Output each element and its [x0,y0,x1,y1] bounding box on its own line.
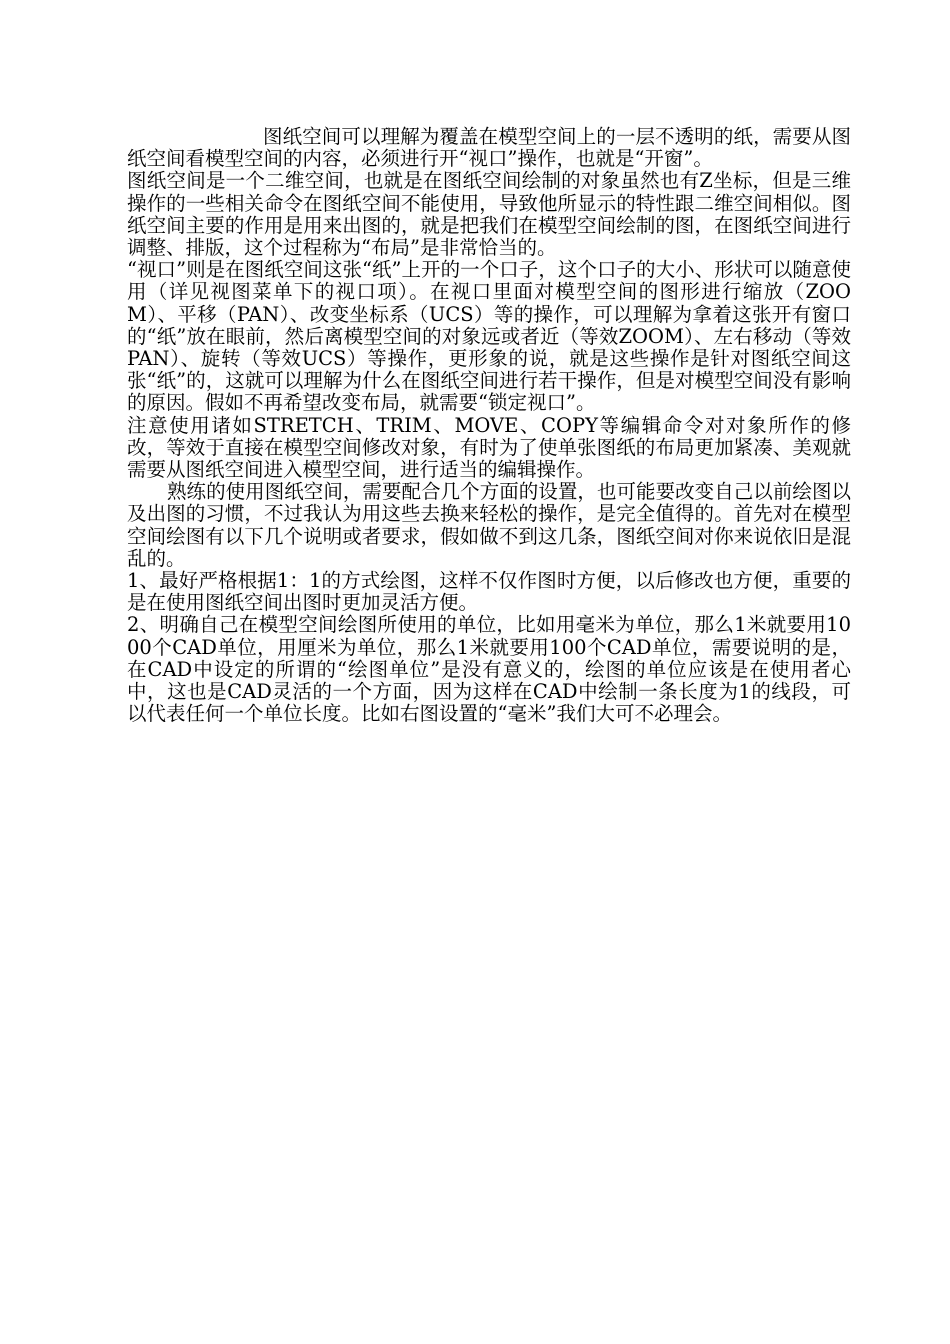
paragraph-paper-space-intro: 图纸空间可以理解为覆盖在模型空间上的一层不透明的纸，需要从图纸空间看模型空间的内容，必须进行开“视口”操作，也就是“开窗”。 [127,125,851,171]
paragraph-rule-1: 1、最好严格根据1：1的方式绘图，这样不仅作图时方便，以后修改也方便，重要的是在使用图纸空间出图时更加灵活方便。 [127,569,851,615]
paragraph-rule-2: 2、明确自己在模型空间绘图所使用的单位，比如用毫米为单位，那么1米就要用1000个CAD单位，用厘米为单位，那么1米就要用100个CAD单位，需要说明的是，在CAD中设定的所谓的“绘图单位”是没有意义的，绘图的单位应该是在使用者心中，这也是CAD灵活的一个方面，因为这样在CAD中绘制一条长度为1的线段，可以代表任何一个单位长度。比如右图设置的“毫米”我们大可不必理会。 [127,613,851,726]
paragraph-edit-commands: 注意使用诸如STRETCH、TRIM、MOVE、COPY等编辑命令对对象所作的修改，等效于直接在模型空间修改对象，有时为了使单张图纸的布局更加紧凑、美观就需要从图纸空间进入模型空间，进行适当的编辑操作。 [127,413,851,482]
paragraph-paper-space-2d: 图纸空间是一个二维空间，也就是在图纸空间绘制的对象虽然也有Z坐标，但是三维操作的一些相关命令在图纸空间不能使用，导致他所显示的特性跟二维空间相似。图纸空间主要的作用是用来出图的，就是把我们在模型空间绘制的图，在图纸空间进行调整、排版，这个过程称为“布局”是非常恰当的。 [127,169,851,260]
paragraph-proficiency: 熟练的使用图纸空间，需要配合几个方面的设置，也可能要改变自己以前绘图以及出图的习惯，不过我认为用这些去换来轻松的操作，是完全值得的。首先对在模型空间绘图有以下几个说明或者要求，假如做不到这几条，图纸空间对你来说依旧是混乱的。 [127,480,851,570]
document-body [127,126,851,725]
paragraph-viewport: “视口”则是在图纸空间这张“纸”上开的一个口子，这个口子的大小、形状可以随意使用（详见视图菜单下的视口项）。在视口里面对模型空间的图形进行缩放（ZOOM）、平移（PAN）、改变坐标系（UCS）等的操作，可以理解为拿着这张开有窗口的“纸”放在眼前，然后离模型空间的对象远或者近（等效ZOOM）、左右移动（等效PAN）、旋转（等效UCS）等操作，更形象的说，就是这些操作是针对图纸空间这张“纸”的，这就可以理解为什么在图纸空间进行若干操作，但是对模型空间没有影响的原因。假如不再希望改变布局，就需要“锁定视口”。 [127,258,851,415]
